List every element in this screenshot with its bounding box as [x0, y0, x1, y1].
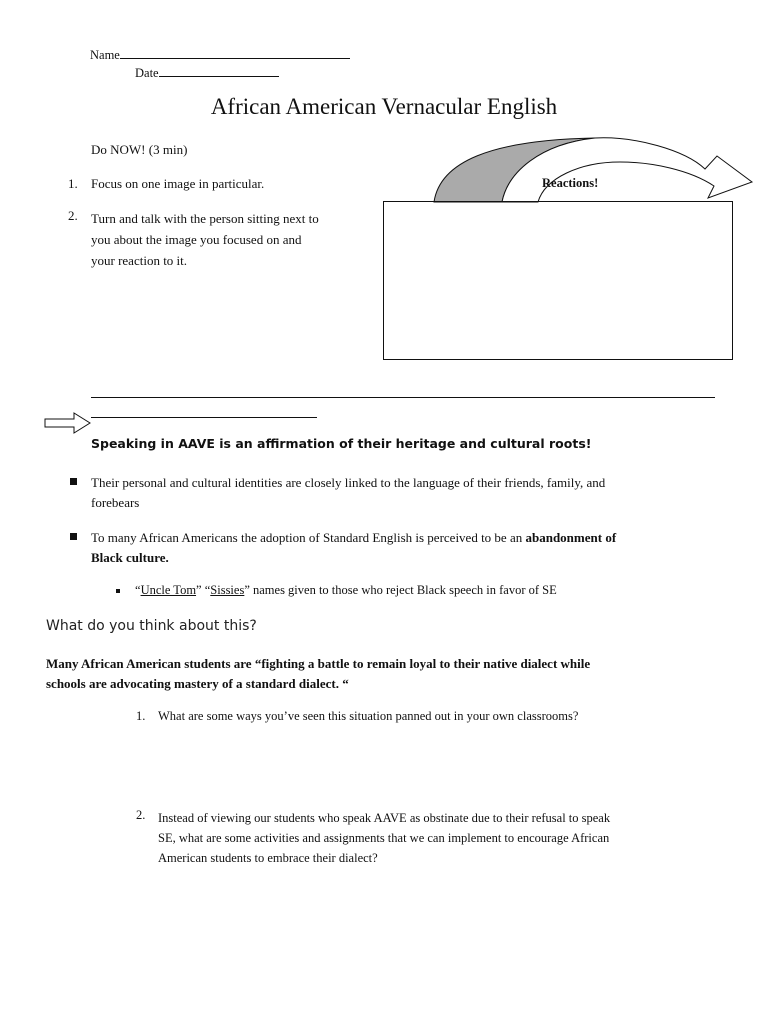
discussion-prompt: What do you think about this? — [46, 618, 257, 634]
bullet-text-2 — [91, 528, 616, 568]
name-field[interactable] — [90, 46, 350, 63]
answer-line — [91, 417, 317, 418]
question-1-text: What are some ways you’ve seen this situation panned out in your own classrooms? — [158, 709, 579, 723]
quote-line: Many African American students are “fighting a battle to remain loyal to their native dialect while — [46, 656, 591, 671]
sub-bullet-text — [135, 583, 557, 598]
do-now-item-1-num: 1. — [68, 176, 78, 191]
question-2-text — [158, 808, 610, 868]
do-now-heading: Do NOW! (3 min) — [91, 142, 188, 157]
bullet-square-icon — [70, 533, 77, 540]
do-now-item-2-line: Turn and talk with the person sitting next to — [91, 211, 319, 226]
name-line — [120, 46, 350, 59]
bullet-line: forebears — [91, 495, 140, 510]
bullet-bold-line: Black culture. — [91, 550, 169, 565]
date-field[interactable] — [135, 64, 279, 81]
question-line: American students to embrace their dialect? — [158, 851, 378, 865]
bullet-text-1 — [91, 473, 605, 513]
quote-block — [46, 654, 590, 694]
quote-mark: “ — [135, 583, 141, 597]
do-now-item-1-text: Focus on one image in particular. — [91, 176, 265, 191]
do-now-item-2-text — [91, 208, 319, 271]
statement: Speaking in AAVE is an affirmation of their heritage and cultural roots! — [91, 436, 592, 451]
curved-arrow-icon — [420, 132, 760, 207]
name-label: Name — [90, 48, 120, 62]
name-sissies: Sissies — [210, 583, 245, 597]
quote-line: schools are advocating mastery of a standard dialect. “ — [46, 676, 349, 691]
question-line: SE, what are some activities and assignments that we can implement to encourage African — [158, 831, 610, 845]
do-now-item-2-num: 2. — [68, 208, 78, 223]
reactions-label: Reactions! — [542, 176, 599, 190]
right-arrow-icon — [44, 411, 92, 435]
date-label: Date — [135, 66, 159, 80]
name-uncle-tom: Uncle Tom — [140, 583, 197, 597]
bullet-square-icon — [70, 478, 77, 485]
bullet-line: Their personal and cultural identities are closely linked to the language of their friends, family, and — [91, 475, 606, 490]
answer-line — [91, 397, 715, 398]
do-now-item-2-line: you about the image you focused on and — [91, 232, 302, 247]
page-title: African American Vernacular English — [210, 94, 558, 119]
reaction-box[interactable] — [383, 201, 733, 360]
question-2-num: 2. — [136, 808, 146, 822]
question-1-num: 1. — [136, 709, 146, 723]
do-now-item-2-line: your reaction to it. — [91, 253, 188, 268]
quote-mark: ” “ — [196, 583, 211, 597]
sub-bullet-rest: ” names given to those who reject Black speech in favor of SE — [244, 583, 557, 597]
bullet-bold: abandonment of — [525, 530, 617, 545]
sub-bullet-icon — [116, 589, 120, 593]
date-line — [159, 64, 279, 77]
question-line: Instead of viewing our students who speak AAVE as obstinate due to their refusal to speak — [158, 811, 611, 825]
bullet-line: To many African Americans the adoption of Standard English is perceived to be an — [91, 530, 526, 545]
